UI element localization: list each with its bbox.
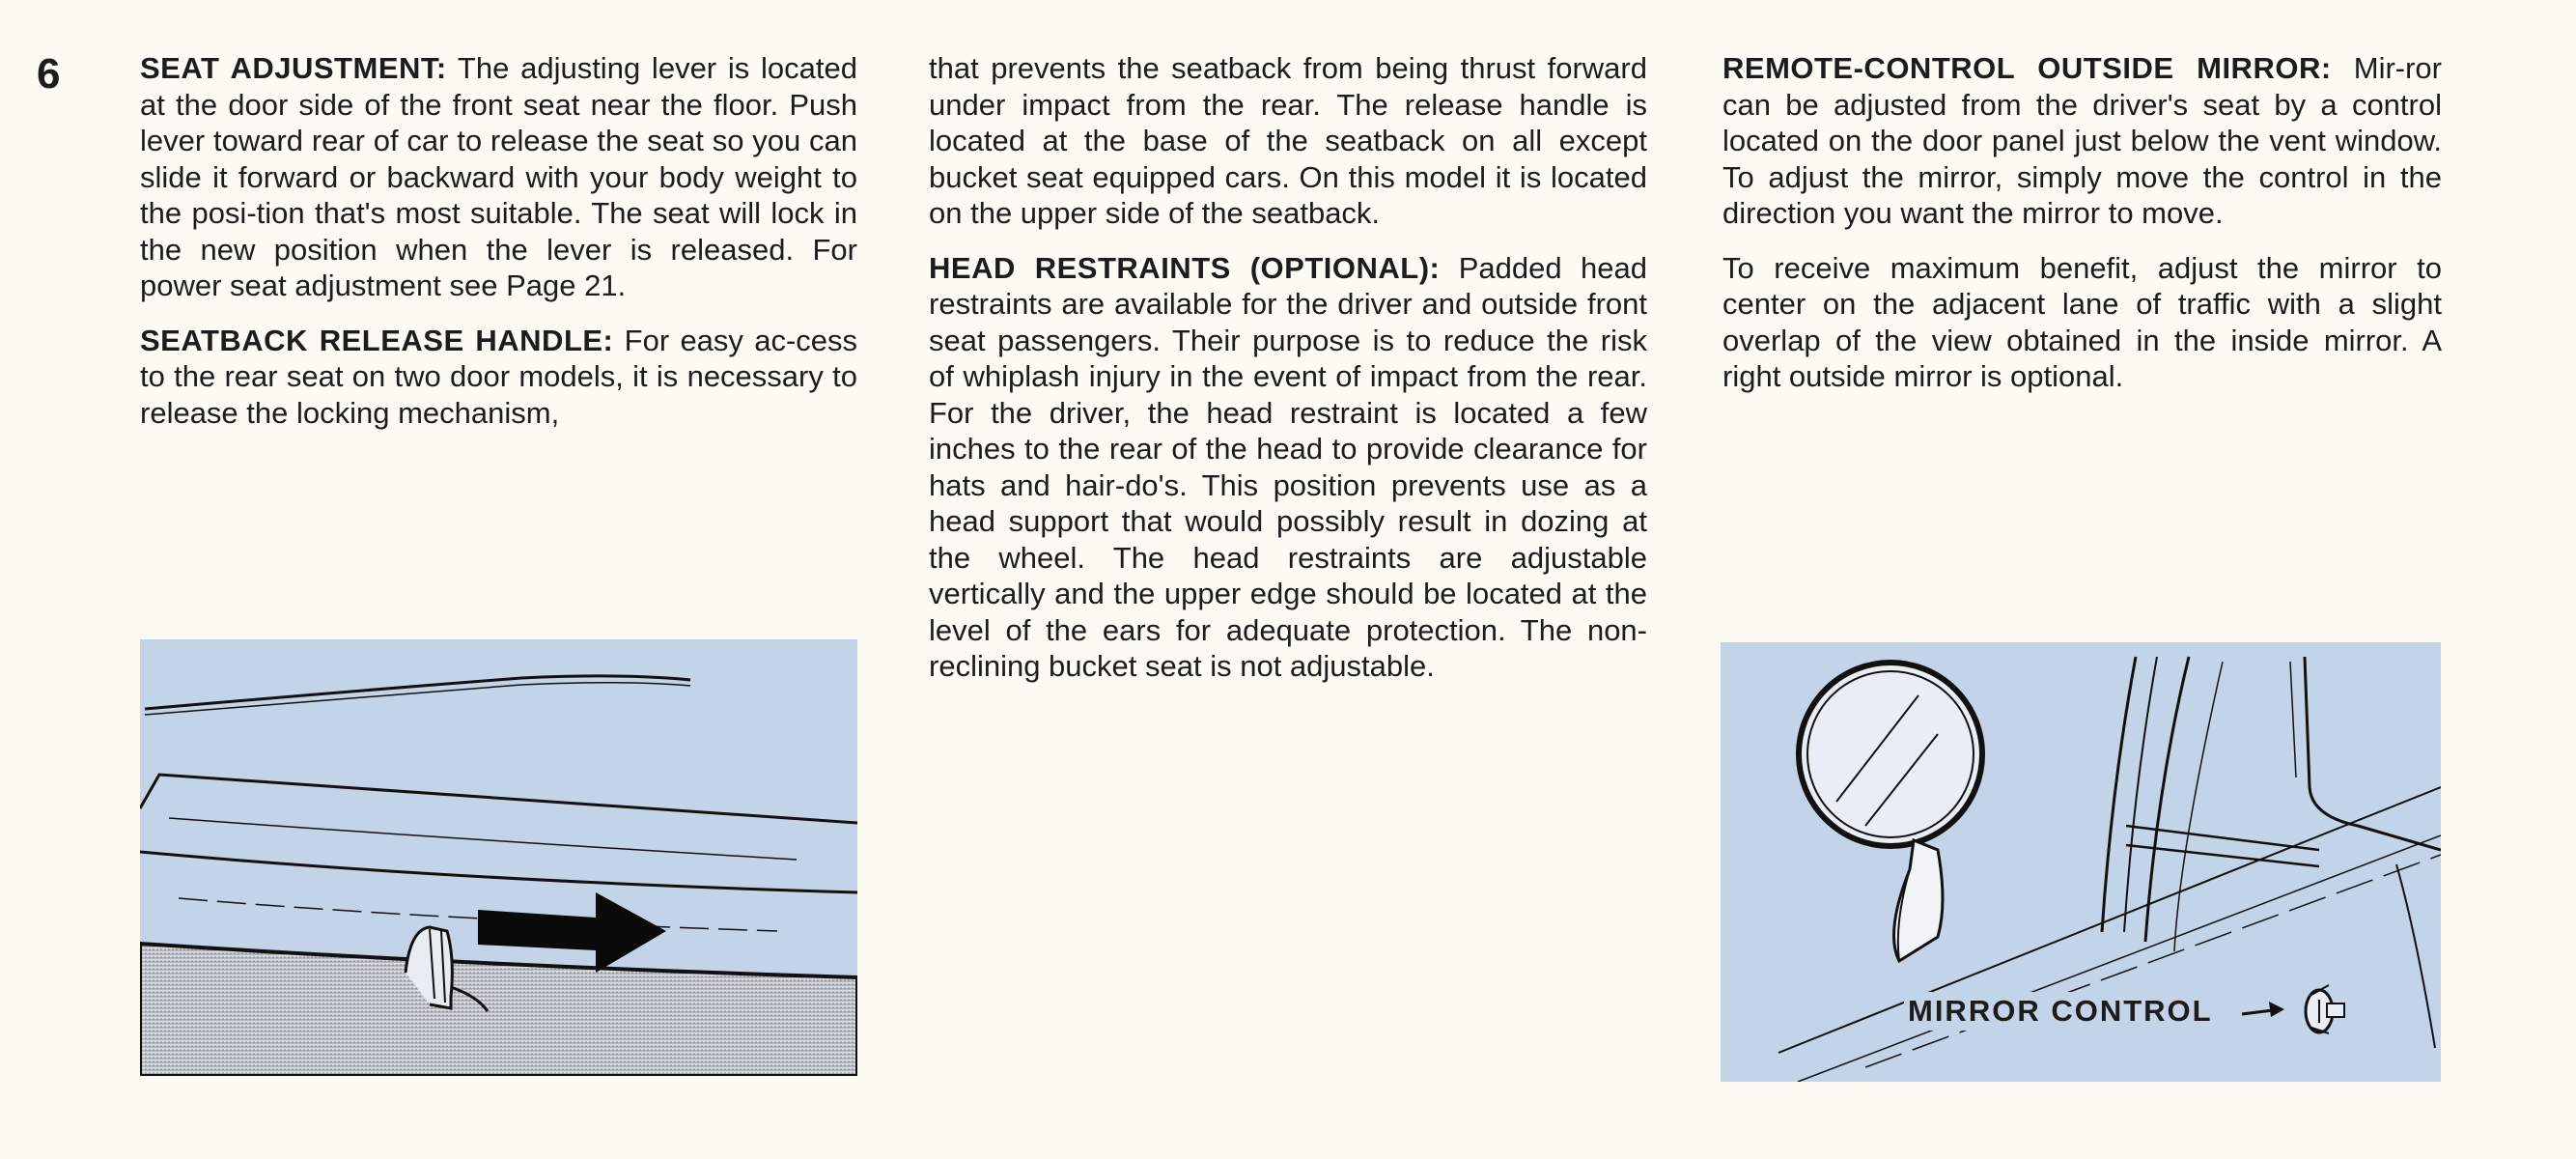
- page-number: 6: [37, 50, 61, 98]
- head-restraints-paragraph: [929, 250, 1647, 685]
- remote-mirror-heading: REMOTE-CONTROL OUTSIDE MIRROR:: [1722, 51, 2332, 85]
- seatback-release-paragraph: [140, 323, 857, 432]
- head-restraints-text: Padded head restraints are available for the driver and outside front seat passengers. Their purpose is to reduce the risk of whiplash injury in the event of impact from the rear. For the driver, the head restraint is located a few inches to the rear of the head to provide clearance for hats and hair-do's. This position prevents use as a head support that would possibly result in dozing at the wheel. The head restraints are adjustable vertically and the upper edge should be located at the level of the ears for adequate protection. The non-reclining bucket seat is not adjustable.: [929, 250, 1647, 683]
- remote-mirror-paragraph: [1722, 50, 2442, 232]
- seat-adjustment-paragraph: [140, 50, 857, 304]
- remote-mirror-text: Mir-ror can be adjusted from the driver's seat by a control located on the door panel just below the vent window. To adjust the mirror, simply move the control in the direction you want the mirror to move.: [1722, 51, 2442, 230]
- column-3: [1722, 50, 2442, 413]
- mirror-benefit-paragraph: To receive maximum benefit, adjust the mirror to center on the adjacent lane of traffic with a slight overlap of the view obtained in the inside mirror. A right outside mirror is optional.: [1722, 250, 2442, 393]
- seat-lever-illustration: [140, 639, 857, 1076]
- seatback-continuation: that prevents the seatback from being thrust forward under impact from the rear. The release handle is located at the base of the seatback on all except bucket seat equipped cars. On this model it is located on the upper side of the seatback.: [929, 51, 1647, 230]
- column-1: [140, 50, 857, 449]
- column-2: [929, 50, 1647, 703]
- seatback-release-text: For easy ac-cess to the rear seat on two door models, it is necessary to release the locking mechanism,: [140, 323, 858, 430]
- seatback-release-heading: SEATBACK RELEASE HANDLE:: [140, 323, 614, 357]
- mirror-control-illustration: [1721, 642, 2441, 1082]
- seat-adjustment-heading: SEAT ADJUSTMENT:: [140, 51, 447, 85]
- seat-adjustment-text: The adjusting lever is located at the door side of the front seat near the floor. Push lever toward rear of car to release the seat so you can slide it forward or backward with your body weight to the posi-tion that's most suitable. The seat will lock in the new position when the lever is released. For power seat adjustment see Page 21.: [140, 51, 857, 302]
- head-restraints-heading: HEAD RESTRAINTS (OPTIONAL):: [929, 250, 1441, 285]
- mirror-control-callout: MIRROR CONTROL: [1904, 992, 2217, 1031]
